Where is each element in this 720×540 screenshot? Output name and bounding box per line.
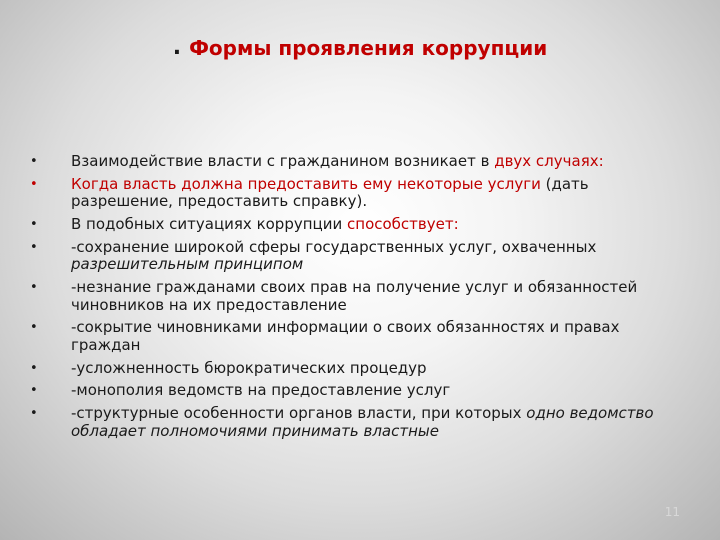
list-item [30,216,680,234]
list-item [30,360,680,378]
item-highlight: способствует: [347,214,459,233]
list-item [30,319,680,355]
item-emphasis: одно ведомство обладает полномочиями принимать властные [71,403,654,440]
bullet-icon: • [30,279,38,295]
slide-title-row [0,34,720,62]
item-text: -незнание гражданами своих прав на получение услуг и обязанностей чиновников на их предоставление [71,277,638,314]
item-text: -сохранение широкой сферы государственных услуг, охваченных [71,237,597,256]
title-marker: . [172,35,182,60]
list-item [30,239,680,275]
bullet-list [30,153,680,445]
bullet-icon: • [30,154,38,169]
item-text: Взаимодействие власти с гражданином возникает в [71,152,495,170]
list-item [30,176,680,212]
slide-title: Формы проявления коррупции [189,36,548,60]
item-text: -сокрытие чиновниками информации о своих обязанностях и правах граждан [71,318,620,355]
item-highlight: Когда власть должна предоставить ему некоторые услуги [71,174,541,193]
item-emphasis: разрешительным принципом [71,255,304,274]
list-item [30,153,680,171]
list-item [30,382,680,400]
bullet-icon: • [30,360,38,376]
bullet-icon: • [30,239,38,255]
item-text: В подобных ситуациях коррупции [71,214,348,233]
item-text: (дать разрешение, предоставить справку). [71,174,589,211]
bullet-icon: • [30,320,38,336]
item-text: -усложненность бюрократических процедур [71,358,427,377]
list-item [30,279,680,315]
page-number: 11 [664,505,680,519]
bullet-icon: • [30,176,38,192]
item-text: -монополия ведомств на предоставление услуг [71,381,451,400]
list-item [30,405,680,441]
bullet-icon: • [30,405,38,421]
bullet-icon: • [30,216,38,232]
bullet-icon: • [30,383,38,399]
item-text: -структурные особенности органов власти, при которых [71,403,527,422]
item-highlight: двух случаях: [494,152,604,170]
